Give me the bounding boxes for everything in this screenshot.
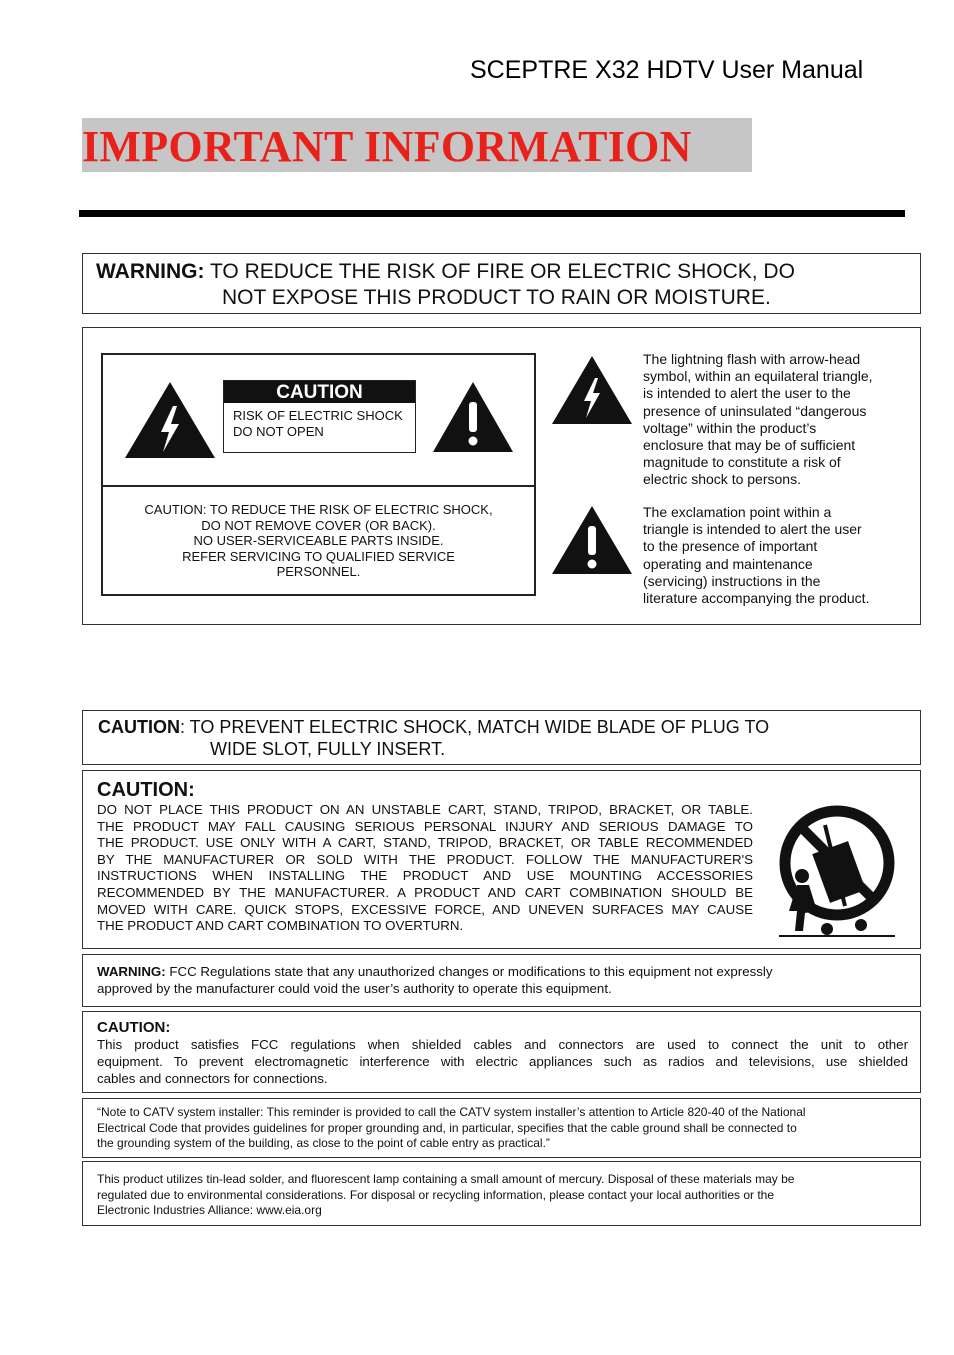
caution-cart-line: THE PRODUCT AND CART COMBINATION TO OVERTURN. [97,918,464,934]
caution-cart-line: RECOMMENDED BY THE MANUFACTURER. A PRODUCT AND CART COMBINATION SHOULD BE [97,884,753,900]
manual-header: SCEPTRE X32 HDTV User Manual [470,56,864,84]
exclamation-explanation [643,504,869,607]
catv-note-text [97,1105,806,1152]
label-card-divider [103,485,534,487]
disposal-note-line: regulated due to environmental considerations. For disposal or recycling information, please contact your local authorities or the [97,1187,775,1202]
caution-cart-text [97,802,753,935]
fcc-warning-box [82,954,921,1007]
warning-rain-box [82,253,921,314]
warning-rain-text1: TO REDUCE THE RISK OF FIRE OR ELECTRIC SHOCK, DO [209,260,795,283]
caution-cart-line: THE PRODUCT MAY FALL CAUSING SERIOUS PERSONAL INJURY AND SERIOUS DAMAGE TO [97,818,753,834]
caution-cart-heading: CAUTION: [97,779,195,801]
caution-label: CAUTION [98,717,180,737]
lightning-triangle-icon [550,354,634,426]
lightning-triangle-icon [123,380,217,460]
disposal-note-line: Electronic Industries Alliance: www.eia.org [97,1203,322,1217]
warning-label: WARNING: [96,260,205,283]
caution-fcc-line: cables and connectors for connections. [97,1070,328,1086]
catv-note-line: the grounding system of the building, as close to the point of cable entry as practical.” [97,1136,550,1150]
title-divider [79,210,905,217]
caution-tag-line1: RISK OF ELECTRIC SHOCK [233,408,403,423]
caution-cart-box [82,770,921,949]
caution-cart-line: DO NOT PLACE THIS PRODUCT ON AN UNSTABLE CART, STAND, TRIPOD, BRACKET, OR TABLE. [97,802,753,817]
warning-rain-text2: NOT EXPOSE THIS PRODUCT TO RAIN OR MOISTURE. [222,286,771,309]
label-bottom-line: DO NOT REMOVE COVER (OR BACK). [201,517,436,533]
fcc-warning-text [97,963,773,997]
disposal-note-box [82,1161,921,1226]
label-bottom-line: CAUTION: TO REDUCE THE RISK OF ELECTRIC SHOCK, [144,502,493,517]
safety-symbols-box [82,327,921,625]
explanation-line: operating and maintenance [643,555,813,572]
caution-tag [223,380,416,453]
caution-plug-text1: : TO PREVENT ELECTRIC SHOCK, MATCH WIDE BLADE OF PLUG TO [180,717,770,737]
explanation-line: magnitude to constitute a risk of [643,454,841,471]
exclamation-triangle-icon [431,380,515,454]
caution-plug-box [82,710,921,765]
explanation-line: symbol, within an equilateral triangle, [643,368,873,385]
caution-plug-text2: WIDE SLOT, FULLY INSERT. [210,739,446,759]
disposal-note-line: This product utilizes tin-lead solder, and fluorescent lamp containing a small amount of mercury. Disposal of these materials may be [97,1172,795,1186]
caution-fcc-line: equipment. To prevent electromagnetic interference with electric appliances such as radios and televisions, use shielded [97,1053,908,1069]
exclamation-triangle-icon [550,504,634,576]
explanation-line: The lightning flash with arrow-head [643,351,861,367]
fcc-warning-line: FCC Regulations state that any unauthorized changes or modifications to this equipment not expressly [165,964,773,979]
fcc-warning-line: approved by the manufacturer could void the user’s authority to operate this equipment. [97,981,612,996]
caution-tag-title: CAUTION [224,381,415,403]
explanation-line: to the presence of important [643,538,818,555]
caution-fcc-line: This product satisfies FCC regulations when shielded cables and connectors are used to connect the unit to other [97,1037,908,1052]
caution-fcc-heading: CAUTION: [97,1019,171,1036]
caution-cart-line: MOVED WITH CARE. QUICK STOPS, EXCESSIVE FORCE, AND UNEVEN SURFACES MAY CAUSE [97,901,753,917]
fcc-warning-label: WARNING: [97,964,166,979]
explanation-line: The exclamation point within a [643,504,832,520]
caution-tag-line2: DO NOT OPEN [233,424,324,439]
explanation-line: enclosure that may be of sufficient [643,437,856,454]
caution-label-card [101,353,536,596]
caution-cart-line: THE PRODUCT. USE ONLY WITH A CART, STAND, TRIPOD, BRACKET, OR TABLE RECOMMENDED [97,835,753,851]
caution-cart-line: BY THE MANUFACTURER OR SOLD WITH THE PRODUCT. FOLLOW THE MANUFACTURER'S [97,851,753,867]
disposal-note-text [97,1172,794,1219]
explanation-line: electric shock to persons. [643,471,801,488]
caution-plug-line1 [98,717,769,738]
explanation-line: is intended to alert the user to the [643,385,851,402]
no-cart-tip-over-icon [775,801,899,941]
lightning-explanation [643,351,873,489]
label-bottom-text [103,502,534,580]
catv-note-box [82,1098,921,1158]
warning-rain-line1 [96,260,795,284]
explanation-line: (servicing) instructions in the [643,572,821,589]
page-title: IMPORTANT INFORMATION [82,122,692,171]
label-bottom-line: PERSONNEL. [276,564,361,579]
caution-cart-line: INSTRUCTIONS WHEN INSTALLING THE PRODUCT AND USE MOUNTING ACCESSORIES [97,868,753,884]
label-bottom-line: REFER SERVICING TO QUALIFIED SERVICE [182,548,455,564]
caution-fcc-box [82,1011,921,1093]
caution-fcc-text [97,1037,908,1087]
explanation-line: literature accompanying the product. [643,590,870,607]
explanation-line: presence of uninsulated “dangerous [643,402,867,419]
catv-note-line: “Note to CATV system installer: This reminder is provided to call the CATV system installer’s attention to Article 820-40 of the National [97,1105,806,1119]
explanation-line: voltage” within the product’s [643,419,817,436]
catv-note-line: Electrical Code that provides guidelines for proper grounding and, in particular, specifies that the cable ground shall be connected to [97,1120,797,1135]
explanation-line: triangle is intended to alert the user [643,521,862,538]
label-bottom-line: NO USER-SERVICEABLE PARTS INSIDE. [193,533,444,548]
